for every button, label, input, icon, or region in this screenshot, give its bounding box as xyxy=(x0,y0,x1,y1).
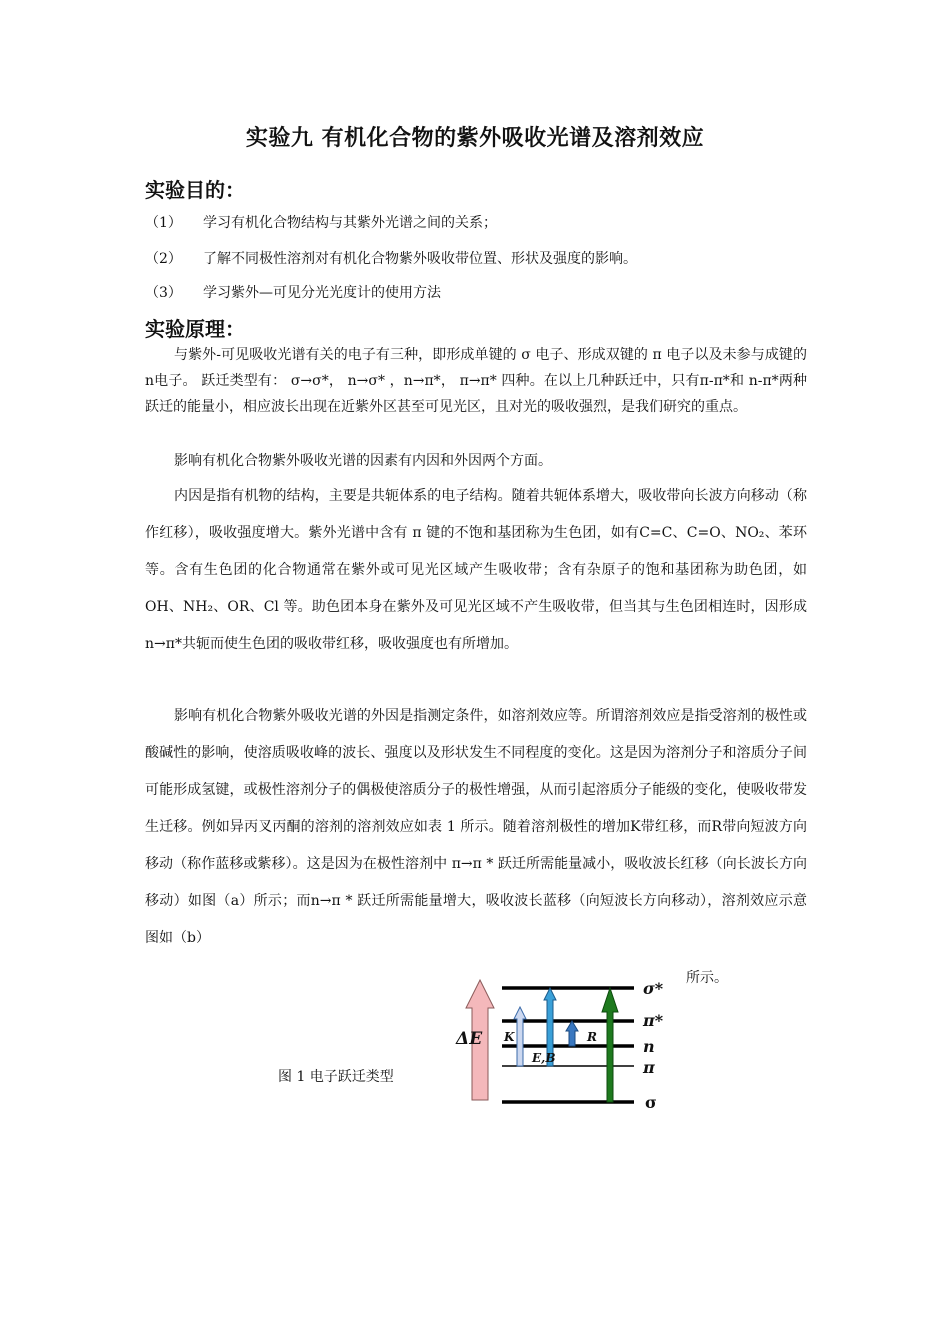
item-text: 学习有机化合物结构与其紫外光谱之间的关系； xyxy=(203,215,497,231)
objective-heading: 实验目的： xyxy=(145,178,245,202)
objective-item-2 xyxy=(145,248,637,268)
item-number: （1） xyxy=(145,215,182,231)
item-text: 学习紫外—可见分光光度计的使用方法 xyxy=(203,285,441,301)
label-sigma: σ xyxy=(645,1093,657,1112)
item-number: （3） xyxy=(145,285,182,301)
objective-item-3 xyxy=(145,282,441,302)
r-transition-arrow xyxy=(566,1021,578,1046)
principle-heading: 实验原理： xyxy=(145,317,245,341)
k-transition-arrow xyxy=(514,1007,526,1066)
figure-caption: 图 1 电子跃迁类型 xyxy=(278,1069,394,1085)
delta-e-label: ΔE xyxy=(456,1029,483,1049)
page-title: 实验九 有机化合物的紫外吸收光谱及溶剂效应 xyxy=(245,126,705,151)
label-pi-star: π* xyxy=(643,1011,664,1030)
objective-item-1 xyxy=(145,212,497,232)
paragraph-4-end: 所示。 xyxy=(686,970,728,986)
electron-transition-diagram xyxy=(452,974,682,1114)
label-n: n xyxy=(643,1037,655,1056)
item-number: （2） xyxy=(145,251,182,267)
item-text: 了解不同极性溶剂对有机化合物紫外吸收带位置、形状及强度的影响。 xyxy=(203,251,637,267)
eb-label: E,B xyxy=(532,1051,556,1065)
r-label: R xyxy=(587,1030,597,1044)
label-sigma-star: σ* xyxy=(643,979,664,998)
label-pi: π xyxy=(643,1058,655,1077)
principle-paragraph-2: 影响有机化合物紫外吸收光谱的因素有内因和外因两个方面。 xyxy=(174,453,552,469)
principle-paragraph-3: 内因是指有机物的结构，主要是共轭体系的电子结构。随着共轭体系增大，吸收带向长波方向移动（称作红移），吸收强度增大。紫外光谱中含有 π 键的不饱和基团称为生色团，如有C=C、C=O、NO₂、苯环等。含有生色团的化合物通常在紫外或可见光区域产生吸收带；含有杂原子的饱和基团称为助色团，如 OH、NH₂、OR、Cl 等。助色团本身在紫外及可见光区域不产生吸收带，但当其与生色团相连时，因形成n→π*共轭而使生色团的吸收带红移，吸收强度也有所增加。 xyxy=(145,488,807,652)
k-label: K xyxy=(504,1030,515,1044)
principle-paragraph-1: 与紫外-可见吸收光谱有关的电子有三种，即形成单键的 σ 电子、形成双键的 π 电子以及未参与成键的n电子。 跃迁类型有： σ→σ*， n→σ* ，n→π*， π→π* 四种。在以上几种跃迁中，只有π-π*和 n-π*两种跃迁的能量小，相应波长出现在近紫外区甚至可见光区，且对光的吸收强烈，是我们研究的重点。 xyxy=(145,347,807,415)
principle-paragraph-4: 影响有机化合物紫外吸收光谱的外因是指测定条件，如溶剂效应等。所谓溶剂效应是指受溶剂的极性或酸碱性的影响，使溶质吸收峰的波长、强度以及形状发生不同程度的变化。这是因为溶剂分子和溶质分子间可能形成氢键，或极性溶剂分子的偶极使溶质分子的极性增强，从而引起溶质分子能级的变化，使吸收带发生迁移。例如异丙叉丙酮的溶剂的溶剂效应如表 1 所示。随着溶剂极性的增加K带红移，而R带向短波方向移动（称作蓝移或紫移）。这是因为在极性溶剂中 π→π * 跃迁所需能量减小，吸收波长红移（向长波长方向移动）如图（a）所示；而n→π * 跃迁所需能量增大，吸收波长蓝移（向短波长方向移动），溶剂效应示意图如（b） xyxy=(145,708,807,946)
